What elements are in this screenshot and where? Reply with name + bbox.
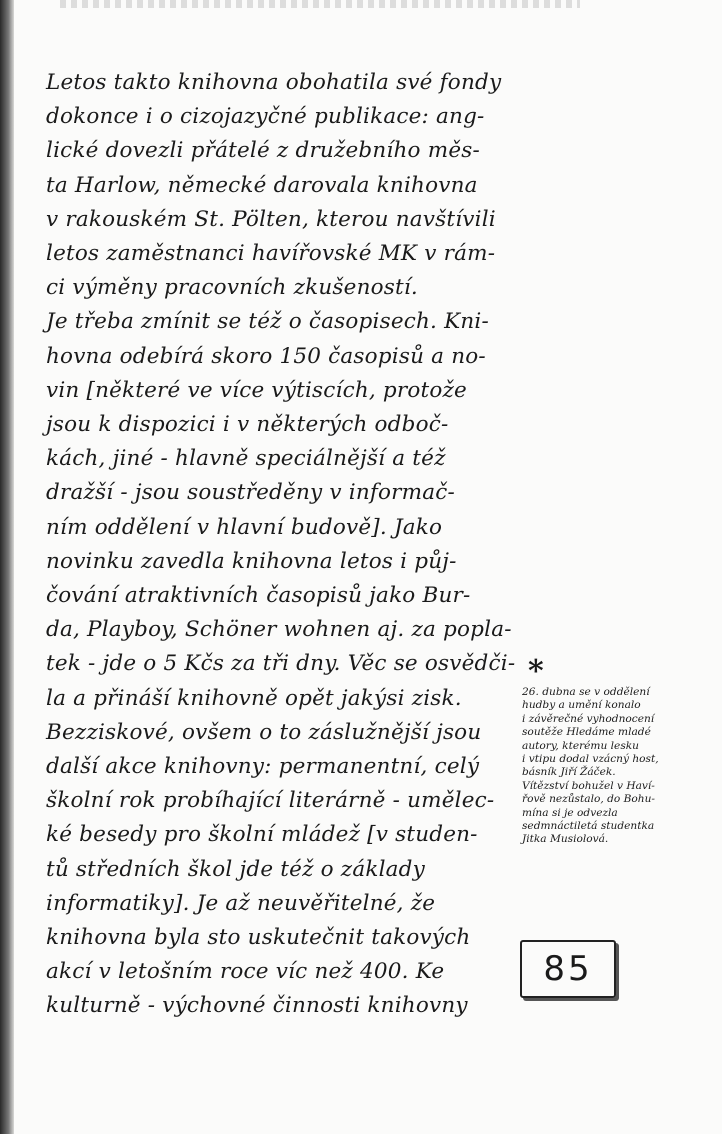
side-note-line: soutěže Hledáme mladé bbox=[522, 726, 651, 739]
text-line: tů středních škol jde též o základy bbox=[46, 856, 425, 882]
text-line: ním oddělení v hlavní budově]. Jako bbox=[46, 514, 443, 540]
side-note-line: 26. dubna se v oddělení bbox=[522, 686, 650, 698]
top-bleed-through bbox=[60, 0, 580, 8]
side-note-line: autory, kterému lesku bbox=[522, 739, 640, 752]
text-line: další akce knihovny: permanentní, celý bbox=[46, 754, 480, 780]
page-gutter-shadow bbox=[0, 0, 14, 1134]
text-line: ta Harlow, německé darovala knihovna bbox=[46, 172, 478, 198]
text-line: letos zaměstnanci havířovské MK v rám- bbox=[46, 241, 496, 267]
text-line: kulturně - výchovné činnosti knihovny bbox=[46, 993, 468, 1019]
text-line: informatiky]. Je až neuvěřitelné, že bbox=[46, 890, 436, 916]
text-line: ké besedy pro školní mládež [v studen- bbox=[46, 822, 478, 848]
side-note-line: básník Jiří Žáček. bbox=[522, 766, 616, 779]
text-line: dokonce i o cizojazyčné publikace: ang- bbox=[46, 104, 485, 130]
text-line: Bezziskové, ovšem o to záslužnější jsou bbox=[46, 719, 482, 745]
text-line: knihovna byla sto uskutečnit takových bbox=[46, 925, 471, 951]
text-line: školní rok probíhající literárně - umělec- bbox=[46, 788, 495, 814]
side-note-line: Vítězství bohužel v Haví- bbox=[522, 779, 655, 792]
side-note-line: mína si je odvezla bbox=[522, 806, 618, 819]
text-line: Letos takto knihovna obohatila své fondy bbox=[46, 70, 502, 95]
text-line: v rakouském St. Pölten, kterou navštívili bbox=[46, 206, 496, 232]
side-note-line: i vtipu dodal vzácný host, bbox=[522, 753, 659, 766]
page-number-box bbox=[520, 940, 616, 998]
text-line: ci výměny pracovních zkušeností. bbox=[46, 275, 418, 301]
text-line: akcí v letošním roce víc než 400. Ke bbox=[46, 959, 445, 985]
text-line: Je třeba zmínit se též o časopisech. Kni- bbox=[46, 309, 489, 335]
side-note-line: hudby a umění konalo bbox=[522, 699, 641, 712]
side-note bbox=[522, 654, 710, 847]
side-note-line: řově nezůstalo, do Bohu- bbox=[522, 793, 655, 806]
text-line: dražší - jsou soustředěny v informač- bbox=[46, 480, 455, 506]
text-line: jsou k dispozici i v některých odboč- bbox=[46, 412, 449, 438]
text-line: novinku zavedla knihovna letos i půj- bbox=[46, 548, 457, 574]
text-line: hovna odebírá skoro 150 časopisů a no- bbox=[46, 343, 486, 369]
text-line: čování atraktivních časopisů jako Bur- bbox=[46, 583, 471, 609]
text-line: da, Playboy, Schöner wohnen aj. za popla- bbox=[46, 617, 512, 643]
text-line: tek - jde o 5 Kčs za tři dny. Věc se osvědči- bbox=[46, 651, 516, 677]
text-line: kách, jiné - hlavně speciálnější a též bbox=[46, 446, 446, 472]
side-note-line: i závěrečné vyhodnocení bbox=[522, 712, 655, 725]
side-note-line: sedmnáctiletá studentka bbox=[522, 820, 655, 833]
text-line: lické dovezli přátelé z družebního měs- bbox=[46, 138, 480, 164]
text-line: vin [některé ve více výtiscích, protože bbox=[46, 377, 467, 403]
text-line: la a přináší knihovně opět jakýsi zisk. bbox=[46, 685, 462, 711]
page-number: 85 bbox=[543, 949, 593, 989]
asterisk-marker: * bbox=[528, 654, 544, 689]
main-handwritten-text bbox=[46, 66, 516, 1024]
side-note-line: Jitka Musiolová. bbox=[522, 833, 609, 846]
